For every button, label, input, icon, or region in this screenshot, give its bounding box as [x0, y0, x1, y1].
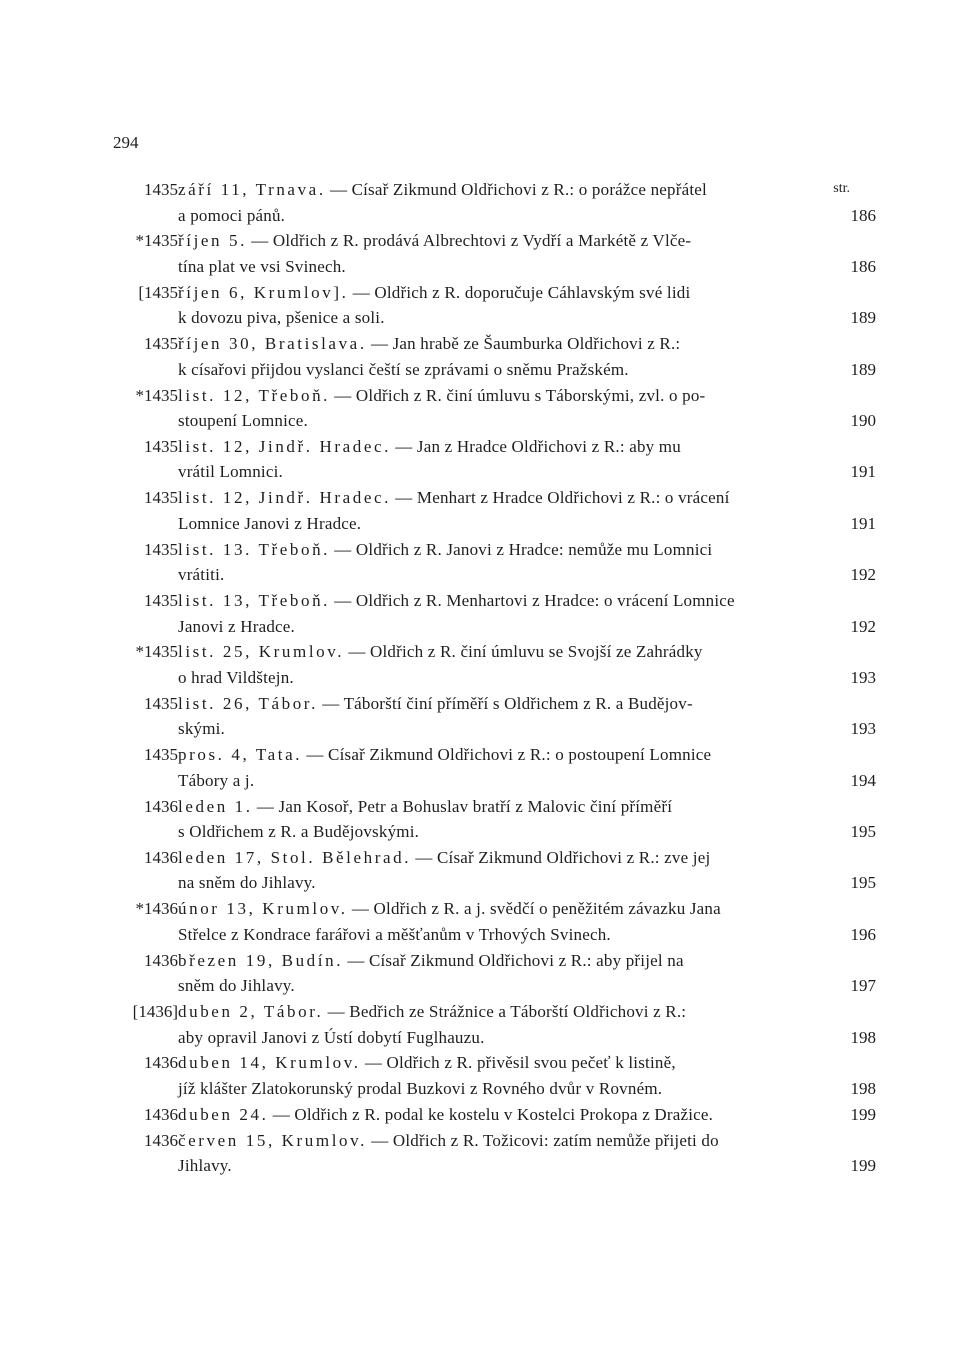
entry-page-number: 197 [850, 976, 876, 996]
entry-page-number: 191 [850, 462, 876, 482]
entry-page-number: 199 [850, 1156, 876, 1176]
register-entry [112, 485, 876, 536]
entry-summary: — Jan z Hradce Oldřichovi z R.: aby mu [395, 436, 681, 456]
entry-date: list. 13, Třeboň. [178, 591, 331, 610]
entry-year: 1435 [144, 745, 178, 765]
entry-year: 1435 [144, 436, 178, 456]
entry-body [178, 228, 876, 279]
entry-summary-continued: Jihlavy. [178, 1156, 232, 1176]
entry-year: 1436 [144, 796, 178, 816]
entry-body [178, 742, 876, 793]
entry-year: 1436 [144, 1104, 178, 1124]
register-entries [112, 177, 876, 1179]
entry-summary: — Císař Zikmund Oldřichovi z R.: zve jej [415, 847, 711, 867]
entry-summary-continued: k dovozu piva, pšenice a soli. [178, 308, 385, 328]
entry-date: říjen 30, Bratislava. [178, 334, 367, 354]
entry-summary: — Jan hrabě ze Šaumburka Oldřichovi z R.: [370, 334, 681, 354]
entry-page-number: 191 [850, 513, 876, 533]
entry-body [178, 588, 876, 639]
entry-summary: — Oldřich z R. činí úmluvu se Svojší ze Zahrádky [348, 642, 703, 662]
entry-year: *1435 [135, 385, 178, 405]
entry-body [178, 1128, 876, 1179]
entry-summary-continued: jíž klášter Zlatokorunský prodal Buzkovi z Rovného dvůr v Rovném. [178, 1078, 663, 1098]
entry-body [178, 794, 876, 845]
entry-summary-continued: skými. [178, 719, 226, 739]
entry-body [178, 177, 876, 228]
entry-date: říjen 6, Krumlov]. [178, 282, 349, 302]
entry-date: leden 1. [178, 796, 253, 816]
register-entry [112, 537, 876, 588]
entry-summary-continued: a pomoci pánů. [178, 205, 286, 225]
entry-page-number: 194 [850, 770, 876, 790]
register-entry [112, 691, 876, 742]
entry-year: [1435 [138, 282, 178, 302]
entry-year: *1435 [135, 231, 178, 251]
entry-page-number: 195 [850, 873, 876, 893]
entry-summary-continued: sněm do Jihlavy. [178, 976, 295, 996]
entry-summary-continued: Janovi z Hradce. [178, 616, 295, 636]
entry-body [178, 537, 876, 588]
entry-summary-continued: Tábory a j. [178, 770, 255, 790]
entry-date: únor 13, Krumlov. [178, 899, 348, 919]
entry-page-number: 199 [850, 1104, 876, 1124]
entry-page-number: 192 [850, 616, 876, 636]
entry-year: 1436 [144, 1053, 178, 1073]
entry-page-number: 186 [850, 205, 876, 225]
entry-summary: — Menhart z Hradce Oldřichovi z R.: o vrácení [395, 488, 730, 508]
entry-body [178, 1102, 876, 1128]
entry-body [178, 639, 876, 690]
entry-page-number: 198 [850, 1078, 876, 1098]
entry-date: list. 26, Tábor. [178, 693, 318, 713]
entry-page-number: 189 [850, 308, 876, 328]
entry-summary-continued: Lomnice Janovi z Hradce. [178, 513, 362, 533]
entry-year: 1435 [144, 180, 178, 199]
entry-date: březen 19, Budín. [178, 950, 344, 970]
entry-page-number: 198 [850, 1027, 876, 1047]
register-entry [112, 948, 876, 999]
entry-year: 1435 [144, 539, 178, 559]
entry-date: pros. 4, Tata. [178, 745, 303, 765]
entry-summary-continued: na sněm do Jihlavy. [178, 873, 316, 893]
entry-body [178, 999, 876, 1050]
register-entry [112, 639, 876, 690]
entry-page-number: 196 [850, 924, 876, 944]
entry-page-number: 195 [850, 822, 876, 842]
entry-page-number: 193 [850, 667, 876, 687]
register-entry [112, 1102, 876, 1128]
entry-date: list. 12, Jindř. Hradec. [178, 436, 392, 456]
register-entry [112, 845, 876, 896]
entry-body [178, 331, 876, 382]
entry-summary: — Oldřich z R. prodává Albrechtovi z Vydří a Markétě z Vlče- [251, 231, 692, 251]
entry-body [178, 948, 876, 999]
entry-summary: — Oldřich z R. činí úmluvu s Táborskými, zvl. o po- [334, 385, 706, 405]
entry-page-number: 192 [850, 565, 876, 585]
entry-summary: — Oldřich z R. Tožicovi: zatím nemůže přijeti do [371, 1130, 719, 1150]
entry-summary-continued: tína plat ve vsi Svinech. [178, 256, 346, 276]
entry-year: 1436 [144, 950, 178, 970]
entry-summary: — Císař Zikmund Oldřichovi z R.: o porážce nepřátel [329, 180, 707, 199]
entry-page-number: 189 [850, 359, 876, 379]
entry-year: 1435 [144, 591, 178, 610]
entry-year: [1436] [132, 1002, 178, 1021]
entry-body [178, 434, 876, 485]
register-entry [112, 228, 876, 279]
entry-year: 1435 [144, 334, 178, 354]
entry-summary-continued: o hrad Vildštejn. [178, 667, 294, 687]
entry-body [178, 383, 876, 434]
entry-page-number: 186 [850, 256, 876, 276]
entry-body [178, 280, 876, 331]
register-entry [112, 999, 876, 1050]
register-entry [112, 383, 876, 434]
register-entry [112, 742, 876, 793]
entry-date: leden 17, Stol. Bělehrad. [178, 847, 412, 867]
entry-summary: — Oldřich z R. doporučuje Cáhlavským své lidi [352, 282, 691, 302]
entry-summary: — Oldřich z R. přivěsil svou pečeť k listině, [364, 1053, 676, 1073]
register-entry [112, 177, 876, 228]
entry-year: 1435 [144, 693, 178, 713]
page-number: 294 [113, 133, 139, 152]
entry-date: list. 12, Třeboň. [178, 385, 331, 405]
entry-summary: — Císař Zikmund Oldřichovi z R.: o postoupení Lomnice [306, 745, 712, 765]
entry-body [178, 691, 876, 742]
entry-summary: — Oldřich z R. a j. svědčí o peněžitém závazku Jana [351, 899, 721, 919]
register-entry [112, 794, 876, 845]
entry-year: *1436 [135, 899, 178, 919]
entry-summary-continued: vrátil Lomnici. [178, 462, 283, 482]
entry-summary-continued: s Oldřichem z R. a Budějovskými. [178, 822, 420, 842]
entry-date: list. 13. Třeboň. [178, 539, 331, 559]
entry-summary: — Oldřich z R. Janovi z Hradce: nemůže mu Lomnici [334, 539, 713, 559]
entry-page-number: 193 [850, 719, 876, 739]
entry-year: 1436 [144, 847, 178, 867]
entry-summary-continued: vrátiti. [178, 565, 225, 585]
entry-date: list. 12, Jindř. Hradec. [178, 488, 392, 508]
entry-date: říjen 5. [178, 231, 247, 251]
entry-date: září 11, Trnava. [178, 180, 326, 199]
entry-date: duben 24. [178, 1104, 269, 1124]
entry-page-number: 190 [850, 411, 876, 431]
entry-date: duben 2, Tábor. [178, 1002, 324, 1021]
page-column-label: str. [833, 181, 850, 196]
entry-summary: — Císař Zikmund Oldřichovi z R.: aby přijel na [347, 950, 684, 970]
register-entry [112, 588, 876, 639]
entry-date: červen 15, Krumlov. [178, 1130, 367, 1150]
entry-date: list. 25, Krumlov. [178, 642, 345, 662]
register-entry [112, 331, 876, 382]
entry-summary-continued: k císařovi přijdou vyslanci čeští se zprávami o sněmu Pražském. [178, 359, 629, 379]
register-entry [112, 434, 876, 485]
register-entry [112, 1128, 876, 1179]
entry-year: *1435 [135, 642, 178, 662]
entry-body [178, 845, 876, 896]
entry-body [178, 485, 876, 536]
entry-year: 1435 [144, 488, 178, 508]
register-entry [112, 1050, 876, 1101]
entry-summary: — Táborští činí příměří s Oldřichem z R. a Budějov- [322, 693, 693, 713]
entry-year: 1436 [144, 1130, 178, 1150]
entry-summary: — Bedřich ze Strážnice a Táborští Oldřichovi z R.: [327, 1002, 687, 1021]
entry-body [178, 1050, 876, 1101]
entry-summary: — Jan Kosoř, Petr a Bohuslav bratří z Malovic činí příměří [256, 796, 673, 816]
entry-body [178, 896, 876, 947]
entry-date: duben 14, Krumlov. [178, 1053, 361, 1073]
entry-summary-continued: Střelce z Kondrace farářovi a měšťanům v Trhových Svinech. [178, 924, 611, 944]
entry-summary-continued: stoupení Lomnice. [178, 411, 308, 431]
entry-summary: — Oldřich z R. Menhartovi z Hradce: o vrácení Lomnice [334, 591, 735, 610]
entry-summary-continued: aby opravil Janovi z Ústí dobytí Fuglhauzu. [178, 1027, 485, 1047]
register-entry [112, 280, 876, 331]
entry-summary: — Oldřich z R. podal ke kostelu v Kostelci Prokopa z Dražice. [272, 1104, 714, 1124]
register-entry [112, 896, 876, 947]
